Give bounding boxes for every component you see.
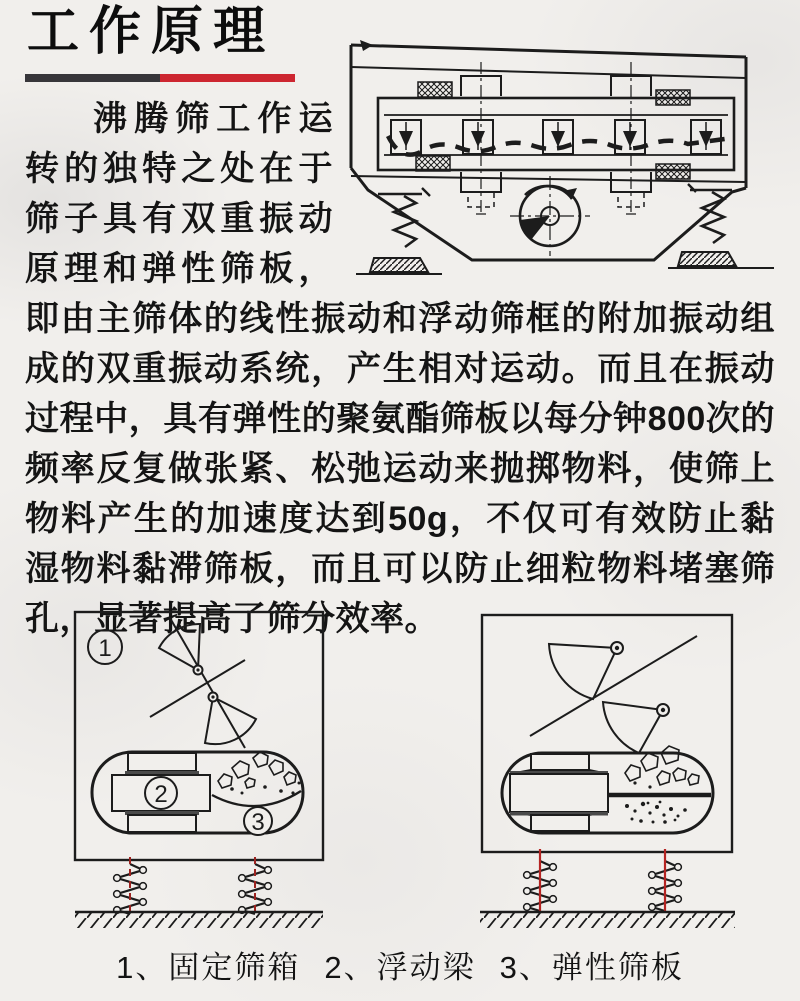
screen-relaxed-state-figure bbox=[35, 603, 335, 938]
machine-screen-deck bbox=[378, 82, 734, 179]
ground bbox=[480, 912, 735, 928]
spring-centerlines bbox=[130, 857, 255, 912]
beam-number-badge: 2 bbox=[154, 781, 168, 808]
page-title: 工作原理 bbox=[27, 3, 276, 61]
title-underline-red-segment bbox=[160, 74, 295, 82]
figure-frame bbox=[482, 615, 732, 852]
screen-tensioned-state-figure bbox=[445, 603, 745, 938]
paragraph-text: 沸腾筛工作运转的独特之处在于筛子具有双重振动原理和弹性筛板，即由主筛体的线性振动和浮动筛框的附加振动组成的双重振动系统，产生相对运动。而且在振动过程中，具有弹性的聚氨酯筛板以每分钟800次的频率反复做张紧、松弛运动来抛掷物料，使筛上物料产生的加速度达到50g，不仅可有效防止黏湿物料黏滞筛板，而且可以防止细粒物料堵塞筛孔，显著提高了筛分效率。 bbox=[25, 100, 775, 638]
legend-item-elastic-screen: 3、弹性筛板 bbox=[499, 950, 684, 985]
machine-exciter bbox=[510, 176, 590, 256]
panel-number-badge bbox=[88, 630, 122, 664]
screen-number-badge: 3 bbox=[251, 809, 265, 836]
title-underline bbox=[25, 74, 295, 82]
machine-deck-elements bbox=[388, 120, 732, 155]
svg-text:1: 1 bbox=[98, 635, 112, 662]
legend-item-fixed-screen-box: 1、固定筛箱 bbox=[116, 950, 301, 985]
legend-item-floating-beam: 2、浮动梁 bbox=[324, 950, 476, 985]
machine-body-outline bbox=[351, 40, 746, 260]
flail-rotor-symbol bbox=[530, 636, 697, 753]
screen-box-assembly bbox=[92, 752, 303, 836]
support-springs bbox=[114, 857, 272, 914]
flail-rotor-symbol bbox=[150, 618, 256, 748]
ground bbox=[75, 912, 323, 928]
spring-centerlines bbox=[540, 849, 665, 912]
support-springs bbox=[524, 849, 682, 912]
figure-legend bbox=[0, 942, 800, 987]
vibrating-screen-cross-section-figure bbox=[338, 18, 800, 290]
sagging-screen-line bbox=[212, 791, 301, 806]
fine-particles bbox=[625, 801, 687, 824]
material-particles bbox=[218, 752, 301, 795]
title-underline-dark-segment bbox=[25, 74, 160, 82]
screen-box-assembly bbox=[502, 746, 713, 833]
